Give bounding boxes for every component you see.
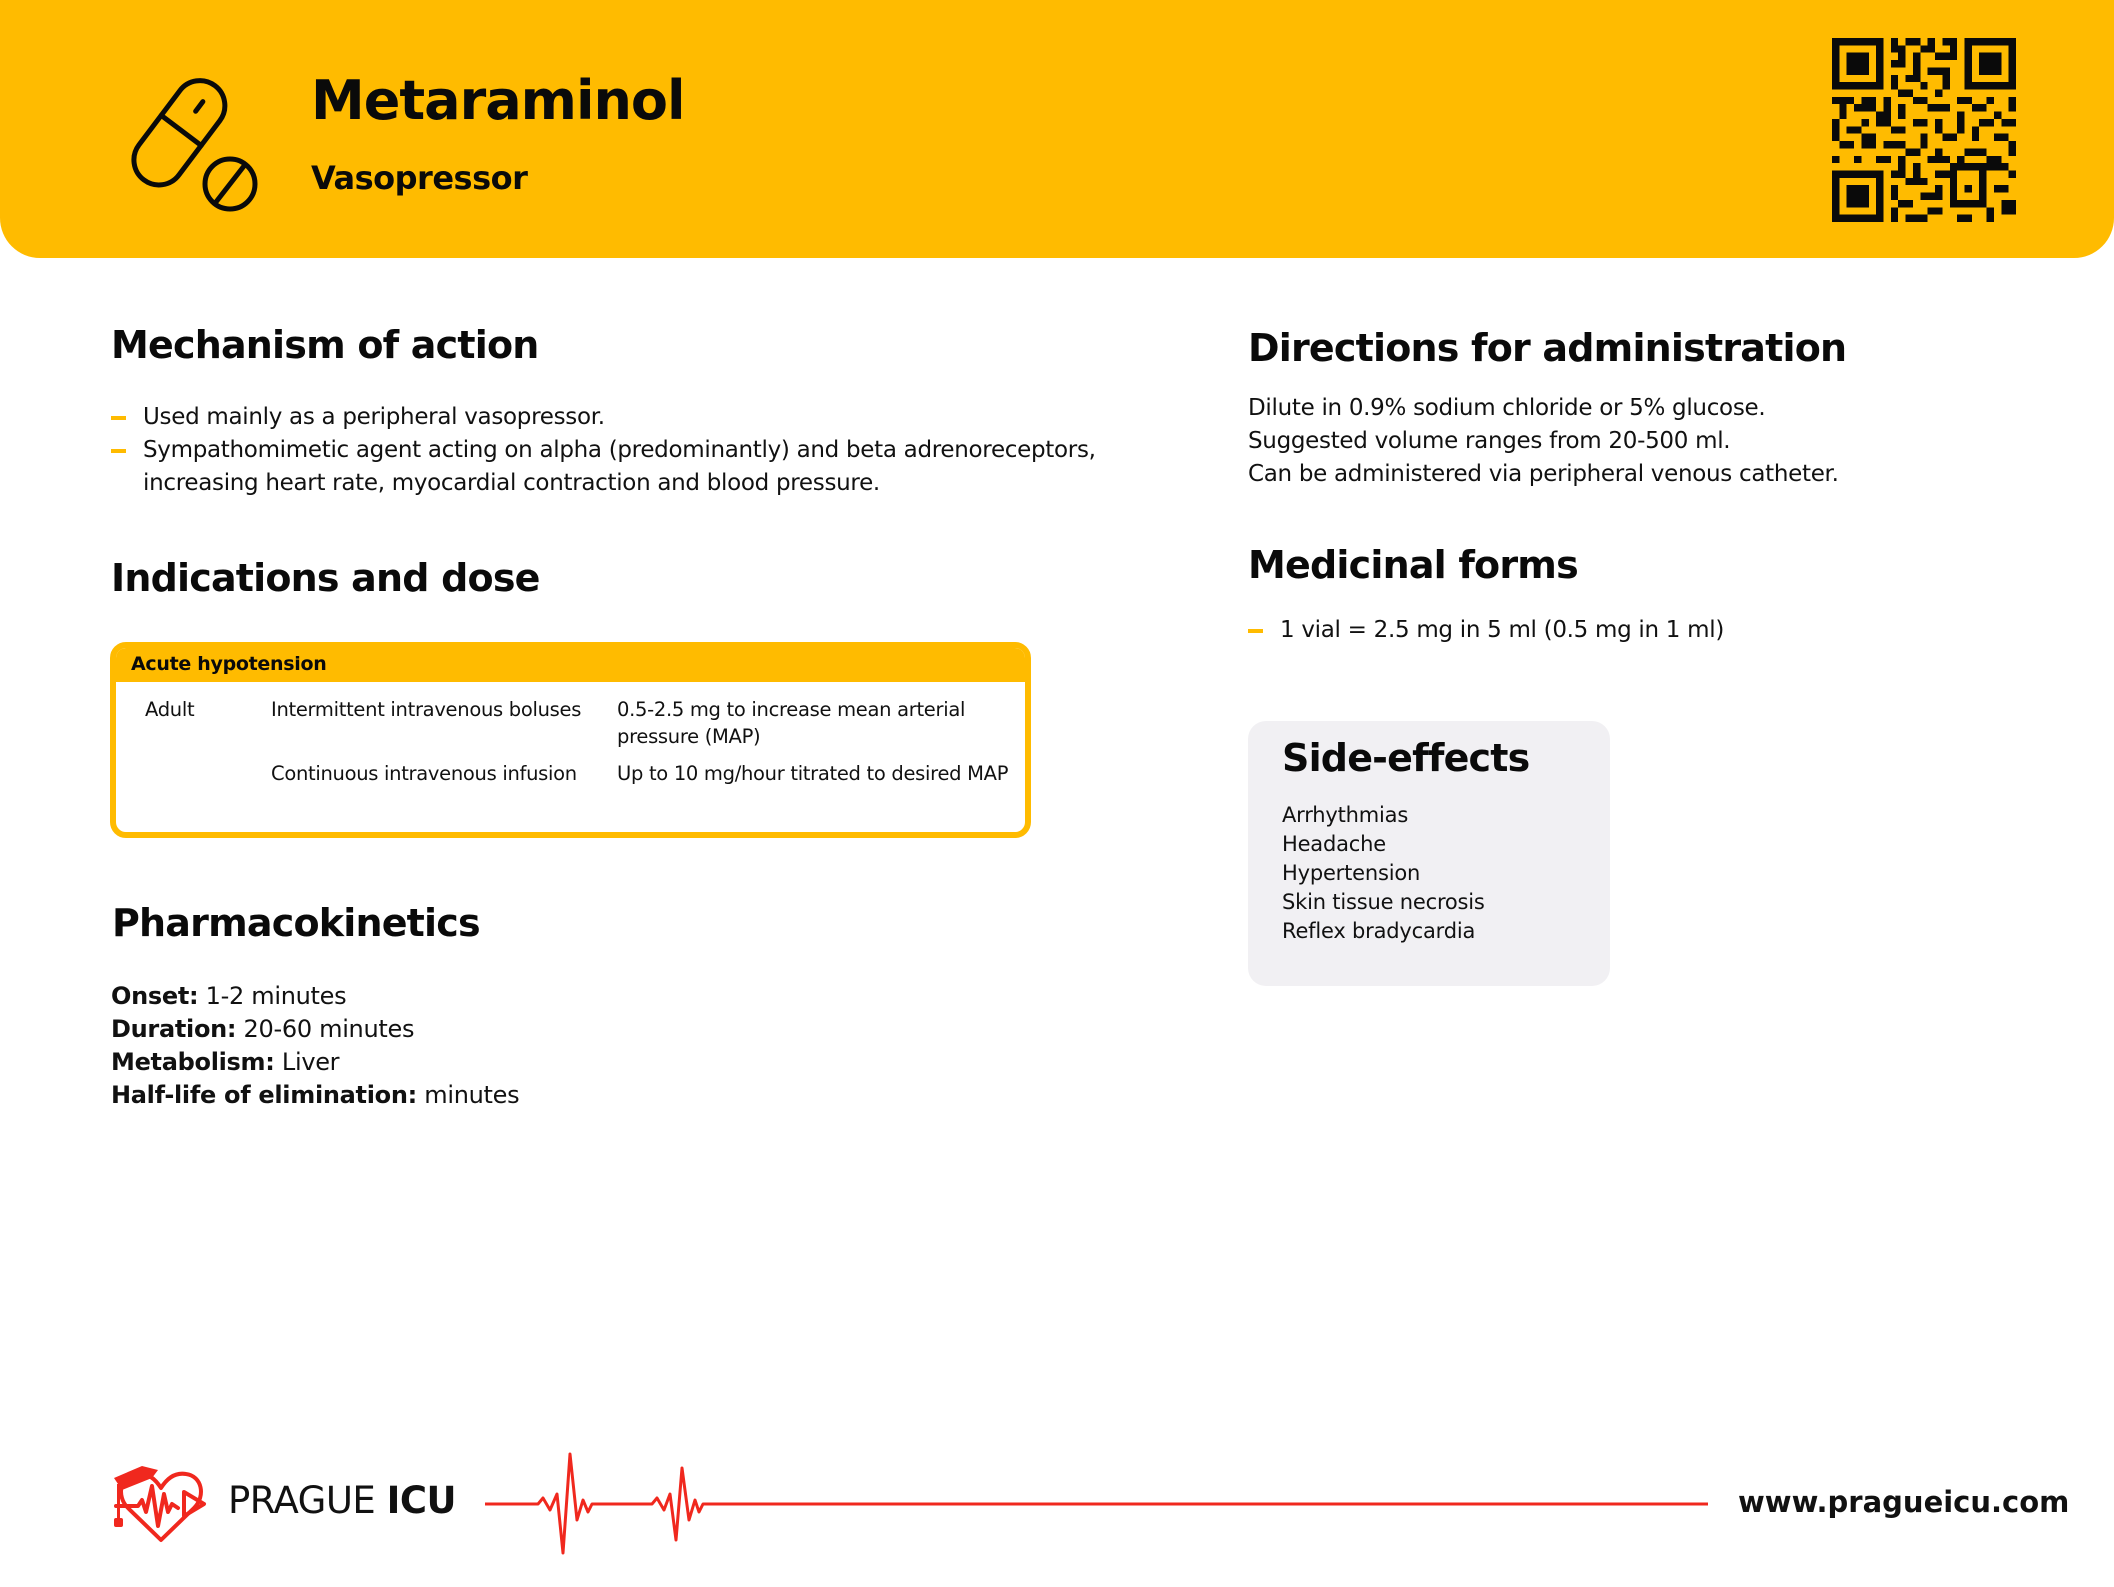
population-cell: Adult [145,698,195,721]
mechanism-heading: Mechanism of action [111,323,539,367]
pk-half-life: Half-life of elimination: minutes [111,1081,520,1109]
indications-heading: Indications and dose [111,556,540,600]
list-item: Sympathomimetic agent acting on alpha (predominantly) and beta adrenoreceptors, [111,434,1171,467]
drug-title: Metaraminol [311,69,685,132]
dose-box [110,642,1031,838]
website-link[interactable]: www.pragueicu.com [1738,1485,2070,1519]
medicinal-forms-list [1248,614,2048,647]
mechanism-list [111,401,1171,500]
qr-code-icon[interactable] [1832,38,2016,222]
pharmacokinetics-heading: Pharmacokinetics [112,901,480,945]
administration-heading: Directions for administration [1248,326,1847,370]
pharmacokinetics-list [111,980,519,1112]
dose-cell: Up to 10 mg/hour titrated to desired MAP [617,762,1009,785]
list-item: Reflex bradycardia [1282,919,1476,943]
list-item: Headache [1282,832,1386,856]
list-item: Hypertension [1282,861,1421,885]
pk-metabolism: Metabolism: Liver [111,1048,340,1076]
administration-text: Dilute in 0.9% sodium chloride or 5% glucose. Suggested volume ranges from 20-500 ml. Can be administered via peripheral venous catheter. [1248,395,1839,487]
list-item: 1 vial = 2.5 mg in 5 ml (0.5 mg in 1 ml) [1248,614,2048,647]
pk-onset: Onset: 1-2 minutes [111,982,347,1010]
header-banner [0,0,2114,258]
indication-heading: Acute hypotension [116,648,1025,682]
brand-name: PRAGUE ICU [228,1479,457,1522]
list-item-continuation: increasing heart rate, myocardial contraction and blood pressure. [143,470,880,496]
route-cell: Intermittent intravenous boluses [271,698,582,721]
pill-capsule-icon [118,72,262,212]
side-effects-list [1282,801,1485,946]
bullet-dash-icon [111,449,126,453]
side-effects-box [1248,721,1610,986]
dose-cell-continuation: pressure (MAP) [617,725,761,748]
prague-icu-heart-logo-icon [108,1460,214,1546]
list-item: Skin tissue necrosis [1282,890,1485,914]
bullet-dash-icon [1248,629,1263,633]
drug-class: Vasopressor [311,159,528,197]
dose-cell: 0.5-2.5 mg to increase mean arterial [617,698,966,721]
ecg-line-icon [480,1450,1715,1555]
route-cell: Continuous intravenous infusion [271,762,577,785]
medicinal-forms-heading: Medicinal forms [1248,543,1578,587]
side-effects-heading: Side-effects [1282,736,1530,780]
bullet-dash-icon [111,416,126,420]
list-item: Arrhythmias [1282,803,1409,827]
list-item: Used mainly as a peripheral vasopressor. [111,401,1171,434]
pk-duration: Duration: 20-60 minutes [111,1015,415,1043]
